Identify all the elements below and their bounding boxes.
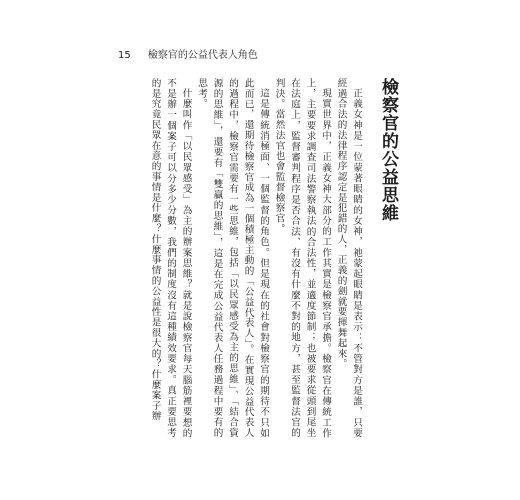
- paragraph-2: 現實世界中，正義女神大部分的工作其實是檢察官承擔。檢察官在傳統工作上，主要要求調查司法警察執法的合法性，並適度節制；也被要求從頭到尾坐在法庭上，監督審判程序是否合法、有沒有什麼不對的地方，甚至監督法官的判決。當然法官也會監督檢察官。: [273, 78, 331, 438]
- paragraph-1: 正義女神是一位蒙著眼睛的女神，祂蒙起眼睛是表示：不管對方是誰，只要經過合法的法律程序認定是犯錯的人，正義的劍就要揮舞起來。: [335, 78, 362, 438]
- running-title: 檢察官的公益代表人角色: [147, 50, 258, 61]
- running-header: [118, 46, 258, 61]
- page-number: 15: [118, 50, 131, 61]
- paragraph-4: 什麼叫作「以民眾感受」為主的辦案思維？就是說檢察官每天腦筋裡要想的不是辦一個案子可以分多少分數，我們的制度沒有這種績效要求。真正要思考的是究竟民眾在意的事情是什麼？什麼事情的公益性是很大的？什麼案子辦: [149, 78, 192, 438]
- paragraph-3: 這是傳統消極面、一個監督的角色。但是現在的社會對檢察官的期待不只如此而已，還期待檢察官成為一個積極主動的「公益代表人」。在實現公益代表人的過程中，檢察官需要有一些思維，包括「以民眾感受為主的思維」、「結合資源的思維」，還要有「雙贏的思維」，這是在完成公益代表人任務過程中要有的思考。: [196, 78, 269, 438]
- vertical-text-block: [140, 78, 402, 438]
- section-title: 檢察官的公益思維: [378, 78, 398, 222]
